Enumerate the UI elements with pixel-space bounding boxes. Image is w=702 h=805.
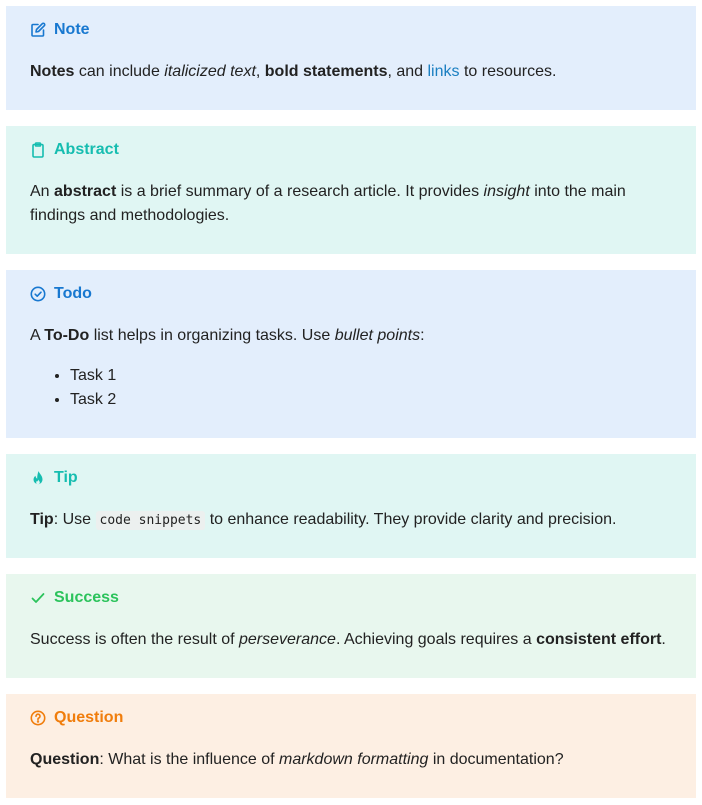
success-callout — [6, 574, 696, 678]
note-text-4: to resources. — [459, 63, 557, 80]
note-text-2: , — [255, 63, 265, 80]
success-bold: consistent effort — [536, 631, 662, 648]
flame-icon — [30, 470, 46, 486]
tip-callout-title — [30, 468, 672, 488]
note-bold-statements: bold statements — [264, 63, 388, 80]
question-bold: Question — [30, 751, 100, 768]
check-circle-icon — [30, 286, 46, 302]
pencil-square-icon — [30, 22, 46, 38]
abstract-callout — [6, 126, 696, 254]
abstract-text-3: into the main findings and methodologies. — [30, 183, 626, 224]
success-callout-title — [30, 588, 672, 608]
todo-callout — [6, 270, 696, 438]
tip-callout — [6, 454, 696, 558]
todo-italic: bullet points — [334, 327, 421, 344]
question-callout-title — [30, 708, 672, 728]
todo-callout-title — [30, 284, 672, 304]
todo-bold: To-Do — [44, 327, 90, 344]
note-callout — [6, 6, 696, 110]
question-text-2: in documentation? — [428, 751, 564, 768]
success-body — [30, 628, 672, 652]
question-italic: markdown formatting — [279, 751, 429, 768]
tip-code-snippet: code snippets — [96, 511, 206, 530]
tip-title-text: Tip — [54, 469, 78, 486]
note-text-3: , and — [387, 63, 428, 80]
success-text-3: . — [661, 631, 666, 648]
note-bold-notes: Notes — [30, 63, 75, 80]
question-text-1: : What is the influence of — [99, 751, 279, 768]
abstract-text-2: is a brief summary of a research article. It provides — [116, 183, 484, 200]
abstract-italic: insight — [483, 183, 530, 200]
list-item: • Task 1 — [70, 364, 672, 388]
tip-body — [30, 508, 672, 533]
success-italic: perseverance — [239, 631, 336, 648]
note-title-text: Note — [54, 21, 90, 38]
list-item: • Task 2 — [70, 388, 672, 412]
clipboard-icon — [30, 142, 46, 158]
note-text-1: can include — [74, 63, 165, 80]
abstract-title-text: Abstract — [54, 141, 119, 158]
todo-title-text: Todo — [54, 285, 92, 302]
abstract-body — [30, 180, 672, 228]
success-title-text: Success — [54, 589, 119, 606]
abstract-callout-title — [30, 140, 672, 160]
tip-text-1: : Use — [53, 511, 96, 528]
abstract-bold: abstract — [54, 183, 117, 200]
note-link[interactable]: links — [427, 63, 460, 80]
note-callout-title — [30, 20, 672, 40]
todo-list — [30, 364, 672, 412]
todo-text-1: A — [30, 327, 45, 344]
abstract-text-1: An — [30, 183, 55, 200]
todo-text-3: : — [420, 327, 425, 344]
success-text-1: Success is often the result of — [30, 631, 239, 648]
question-title-text: Question — [54, 709, 124, 726]
question-body — [30, 748, 672, 772]
success-text-2: . Achieving goals requires a — [335, 631, 537, 648]
tip-text-2: to enhance readability. They provide clarity and precision. — [205, 511, 617, 528]
note-body — [30, 60, 672, 84]
question-circle-icon — [30, 710, 46, 726]
tip-bold: Tip — [30, 511, 54, 528]
question-callout — [6, 694, 696, 798]
todo-text-2: list helps in organizing tasks. Use — [89, 327, 335, 344]
todo-body — [30, 324, 672, 348]
checkmark-icon — [30, 590, 46, 606]
note-italic-text: italicized text — [164, 63, 256, 80]
